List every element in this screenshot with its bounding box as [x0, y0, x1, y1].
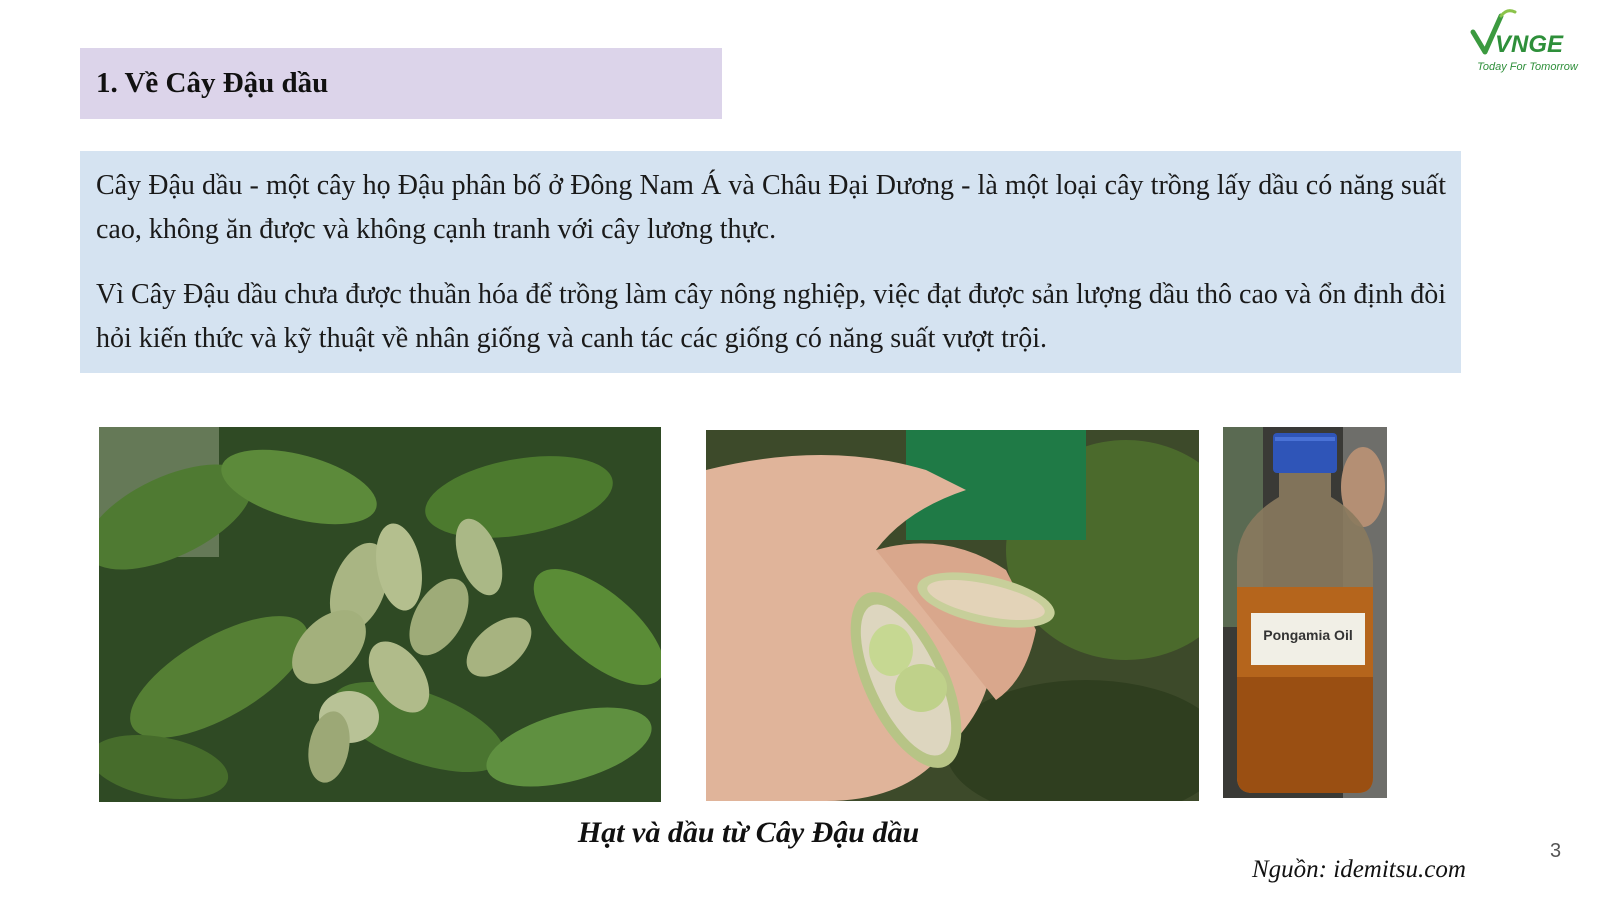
source-credit: Nguồn: idemitsu.com — [1252, 856, 1466, 883]
page-number: 3 — [1550, 840, 1562, 862]
image-caption: Hạt và dầu từ Cây Đậu dầu — [577, 816, 920, 849]
logo-wordmark: VNGE — [1495, 31, 1564, 58]
vnge-logo — [1455, 6, 1600, 76]
pongamia-tree-photo — [99, 427, 661, 802]
paragraph-intro: Cây Đậu dầu - một cây họ Đậu phân bố ở Đông Nam Á và Châu Đại Dương - là một loại cây trồng lấy dầu có năng suất cao, không ăn được và không cạnh tranh với cây lương thực. — [96, 170, 1446, 245]
description-box — [80, 151, 1461, 373]
section-title-box — [80, 48, 722, 119]
section-title: 1. Về Cây Đậu dầu — [96, 67, 329, 99]
logo-tagline: Today For Tomorrow — [1477, 61, 1578, 73]
pongamia-seeds-hand-photo — [706, 430, 1199, 801]
paragraph-cultivation: Vì Cây Đậu dầu chưa được thuần hóa để trồng làm cây nông nghiệp, việc đạt được sản lượng dầu thô cao và ổn định đòi hỏi kiến thức và kỹ thuật về nhân giống và canh tác các giống có năng suất vượt trội. — [96, 279, 1446, 354]
vnge-logo-mark — [1455, 6, 1600, 62]
bottle-label-text: Pongamia Oil — [1263, 627, 1353, 643]
pongamia-oil-bottle-photo — [1223, 427, 1387, 798]
